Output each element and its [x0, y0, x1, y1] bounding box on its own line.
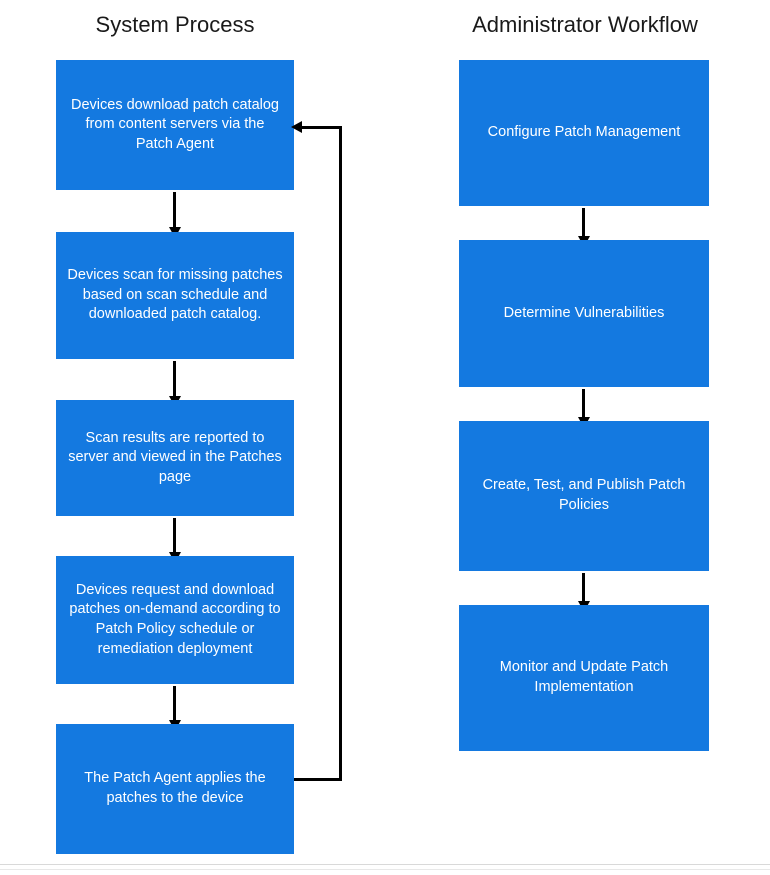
node-label: Devices scan for missing patches based on scan schedule and downloaded patch catalog.: [67, 267, 283, 323]
arrow-down-3: [173, 518, 176, 553]
feedback-arrowhead-icon: [291, 121, 302, 133]
feedback-segment-right: [339, 126, 342, 781]
arrow-down-1: [173, 192, 176, 228]
node-devices-scan-missing-patches: [56, 232, 294, 359]
node-devices-request-download-patches: [56, 556, 294, 684]
feedback-segment-bottom: [294, 778, 342, 781]
node-devices-download-patch-catalog: [56, 60, 294, 190]
node-label: Devices download patch catalog from content servers via the Patch Agent: [71, 96, 279, 152]
column-title-system-process: System Process: [95, 12, 255, 37]
node-monitor-update-patch-implementation: [459, 605, 709, 751]
node-label: Monitor and Update Patch Implementation: [499, 659, 669, 695]
node-determine-vulnerabilities: [459, 240, 709, 387]
node-scan-results-reported: [56, 400, 294, 516]
arrow-down-2: [173, 361, 176, 397]
node-patch-agent-applies-patches: [56, 724, 294, 854]
node-label: Determine Vulnerabilities: [503, 304, 665, 321]
node-create-test-publish-patch-policies: [459, 421, 709, 571]
arrow-down-right-2: [582, 389, 585, 418]
arrow-down-4: [173, 686, 176, 721]
footer-divider-secondary: [0, 869, 770, 870]
node-label: Create, Test, and Publish Patch Policies: [482, 477, 686, 513]
node-label: Configure Patch Management: [487, 124, 681, 141]
node-label: Devices request and download patches on-demand according to Patch Policy schedule or remediation deployment: [69, 581, 281, 657]
node-configure-patch-management: [459, 60, 709, 206]
arrow-down-right-1: [582, 208, 585, 237]
arrow-down-right-3: [582, 573, 585, 602]
feedback-segment-top: [302, 126, 342, 129]
node-label: The Patch Agent applies the patches to the device: [84, 770, 266, 806]
footer-divider: [0, 864, 770, 865]
node-label: Scan results are reported to server and viewed in the Patches page: [68, 429, 282, 485]
column-title-administrator-workflow: Administrator Workflow: [472, 12, 698, 37]
